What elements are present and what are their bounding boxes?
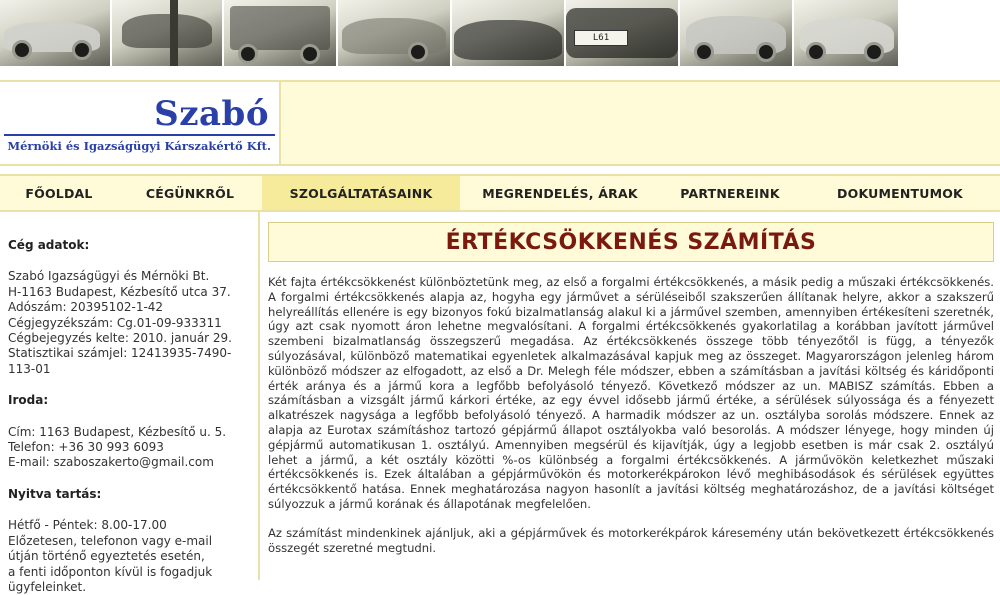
car-front-photo: [680, 0, 792, 66]
nav-item-home[interactable]: FŐOLDAL: [25, 185, 93, 201]
logo-band: [0, 80, 1000, 166]
office-info: [8, 393, 258, 471]
nav-item-documents[interactable]: DOKUMENTUMOK: [837, 185, 963, 201]
main-nav: [0, 174, 1000, 212]
photo-banner: [0, 0, 1000, 66]
hours-heading: Nyitva tartás:: [8, 486, 102, 501]
car-photo: [0, 0, 110, 66]
license-plate-photo: [566, 0, 678, 66]
company-line: Szabó Igazságügyi és Mérnöki Bt.: [8, 269, 210, 284]
company-info: [8, 238, 258, 377]
license-plate: L61: [574, 30, 628, 46]
company-line: Cégbejegyzés kelte: 2010. január 29.: [8, 331, 232, 346]
company-line: Statisztikai számjel: 12413935-7490-: [8, 346, 232, 361]
company-line: Adószám: 20395102-1-42: [8, 300, 164, 315]
sidebar-divider: [258, 212, 260, 580]
office-email[interactable]: E-mail: szaboszakerto@gmail.com: [8, 455, 214, 470]
nav-item-orders-prices[interactable]: MEGRENDELÉS, ÁRAK: [482, 185, 638, 201]
wrecked-car-photo: [452, 0, 564, 66]
nav-item-about[interactable]: CÉGÜNKRŐL: [145, 185, 235, 201]
hours-line: ügyfeleinket.: [8, 579, 87, 594]
opening-hours: [8, 487, 258, 595]
damaged-car-photo: [338, 0, 450, 66]
main-content: [268, 222, 994, 580]
article-paragraph: Az számítást mindenkinek ajánljuk, aki a gépjárművek és motorkerékpárok káresemény után bekövetkezett értékcsökkenés összegét szeretné megtudni.: [268, 525, 994, 555]
company-heading: Cég adatok:: [8, 238, 90, 252]
hours-line: Előzetesen, telefonon vagy e-mail: [8, 533, 213, 548]
sidebar: [0, 212, 258, 594]
logo-name: Szabó: [154, 94, 269, 134]
hours-line: a fenti időponton kívül is fogadjuk: [8, 564, 213, 579]
article-paragraph: Két fajta értékcsökkenést különböztetünk meg, az első a forgalmi értékcsökkenés, a másik pedig a műszaki értékcsökkenés. A forgalmi értékcsökkenés alapja az, hogyha egy járművet a sérüléseiből szakszerűen állítanak helyre, akkor a szakszerű helyreállítás ellenére is egy bizonyos fokú bizalmatlanság alakul ki a járművel szemben, amennyiben értékesíteni szeretnék, úgy azt csak nyomott áron lehetne megvalósítani. A forgalmi értékcsökkenés gyakorlatilag a korábban javított járművel szembeni bizalmatlanság összegszerű megadása. Az értékcsökkenés összege több tényezőtől is függ, a tényezők súlyozásával, különböző matematikai egyenletek alkalmazásával kapjuk meg az összeget. Magyarországon jelenleg három különböző módszer az elfogadott, az első a Dr. Melegh féle módszer, ebben a számításban a javítási költség és káridőponti érték aránya és a jármű kora a legfőbb befolyásoló tényező. Következő módszer az un. MABISZ számítás. Ebben a számításban a vizsgált jármű kárkori értéke, az egy évvel idősebb jármű értéke, a sérülések súlyossága és a fényezett alkatrészek nagysága a legfőbb befolyásoló tényező. A harmadik módszer az un. osztályba sorolás módszere. Ennek az alapja az Eurotax számításhoz tartozó gépjármű állapot osztályokba való besorolás. A módszer lényege, hogy minden új gépjármű automatikusan 1. osztályú. Amennyiben megsérül és kijavítják, úgy a legjobb esetben is már csak 2. osztályú lehet a jármű, a két osztály közötti %-os különbség a forgalmi értékcsökkenés. A járművökön keletkezhet műszaki értékcsökkenés is. Ezek általában a gépjárművökön és motorkerékpárokon lévő meghibásodások és sérülések együttes értékcsökkentő hatása. Ennek meghatározása nagyon hasonlít a javítási költség meghatározáshoz, de a javítási költséget súlyozzuk a jármű korának és állapotának megfelelően.: [268, 275, 994, 511]
company-line: 113-01: [8, 361, 51, 376]
nav-item-partners[interactable]: PARTNEREINK: [680, 185, 780, 201]
damaged-sedan-photo: [794, 0, 898, 66]
article-body: [268, 275, 994, 555]
nav-item-services[interactable]: SZOLGÁLTATÁSAINK: [262, 176, 460, 210]
truck-photo: [224, 0, 336, 66]
crashed-car-photo: [112, 0, 222, 66]
company-line: Cégjegyzékszám: Cg.01-09-933311: [8, 315, 222, 330]
office-address: Cím: 1163 Budapest, Kézbesítő u. 5.: [8, 424, 227, 439]
office-heading: Iroda:: [8, 393, 49, 408]
office-phone: Telefon: +36 30 993 6093: [8, 440, 164, 455]
company-line: H-1163 Budapest, Kézbesítő utca 37.: [8, 284, 231, 299]
hours-line: Hétfő - Péntek: 8.00-17.00: [8, 518, 167, 533]
logo[interactable]: [0, 82, 281, 164]
page-title: ÉRTÉKCSÖKKENÉS SZÁMÍTÁS: [445, 229, 817, 255]
page-title-box: [268, 222, 994, 262]
logo-subtitle: Mérnöki és Igazságügyi Kárszakértő Kft.: [7, 139, 271, 153]
hours-line: útján történő egyeztetés esetén,: [8, 549, 205, 564]
logo-underline: [4, 134, 275, 136]
